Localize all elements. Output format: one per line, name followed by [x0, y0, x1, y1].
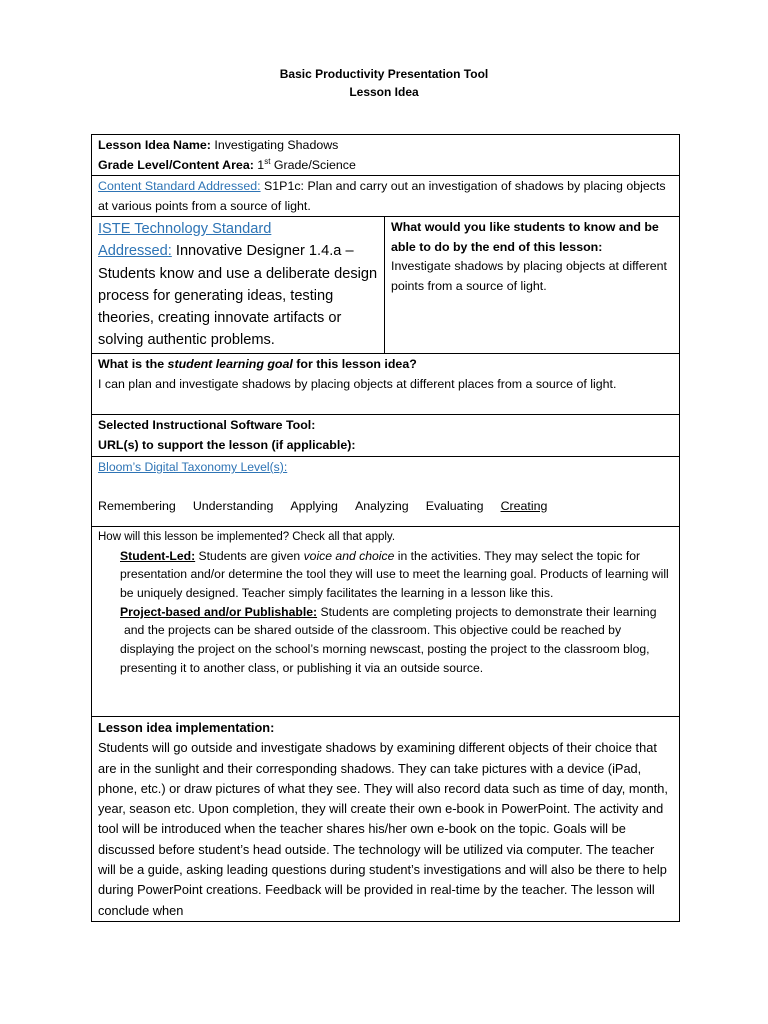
lesson-name-cell: [92, 135, 680, 176]
lesson-table: [91, 134, 680, 922]
grade-number: 1: [257, 157, 265, 172]
software-url-label: URL(s) to support the lesson (if applicable):: [98, 437, 356, 452]
implementation-check-cell: [92, 527, 680, 717]
blooms-level-selected: Creating: [500, 498, 548, 513]
blooms-level: Understanding: [192, 498, 274, 513]
know-do-answer: Investigate shadows by placing objects at different points from a source of light.: [391, 259, 667, 293]
know-do-question: What would you like students to know and be able to do by the end of this lesson:: [391, 220, 659, 254]
blooms-levels: [98, 497, 673, 519]
grade-value: Grade/Science: [273, 157, 356, 172]
iste-cell: [92, 217, 385, 354]
implementation-cell: [92, 717, 680, 922]
implementation-text: Students will go outside and investigate shadows by examining different objects of their choice that are in the sunlight and their corresponding shadows. They can take pictures with a device (iPad, phone, etc.) or draw pictures of what they see. They will also record data such as time of day, month, year, season etc. Upon completion, they will create their own e-book in PowerPoint. The activity and tool will be introduced when the teacher shares his/her own e-book on the topic. Goals will be discussed before student’s head outside. The technology will be utilized via computer. The teacher will be a guide, asking leading questions during student’s investigations and will also be there to help during PowerPoint creations. Feedback will be provided in real-time by the teacher. The lesson will conclude when: [98, 740, 668, 918]
iste-link-line1: ISTE Technology Standard: [98, 221, 272, 237]
blooms-cell: [92, 457, 680, 527]
know-do-cell: [385, 217, 680, 354]
project-based-label: Project-based and/or Publishable:: [120, 604, 318, 619]
page-subtitle: Lesson Idea: [349, 85, 419, 99]
content-standard-link[interactable]: Content Standard Addressed:: [98, 179, 261, 193]
blooms-level: Analyzing: [354, 498, 409, 513]
student-led-em: voice and choice: [303, 548, 395, 563]
project-based-first: Students are completing projects to demonstrate their learning: [320, 604, 657, 619]
iste-text: Innovative Designer 1.4.a – Students know and use a deliberate design process for generating ideas, testing theories, creating innovate artifacts or solving authentic problems.: [98, 243, 378, 349]
learning-goal-q-em: student learning goal: [167, 357, 293, 371]
implementation-check-question: How will this lesson be implemented? Check all that apply.: [98, 531, 396, 543]
student-led-pre: Students are given: [198, 548, 301, 563]
content-standard-cell: [92, 176, 680, 217]
project-based-option: [120, 603, 673, 678]
implementation-label: Lesson idea implementation:: [98, 720, 275, 735]
grade-label: Grade Level/Content Area:: [98, 157, 254, 172]
blooms-level: Remembering: [98, 498, 176, 513]
learning-goal-q-pre: What is the: [98, 357, 165, 371]
lesson-name-value: Investigating Shadows: [214, 138, 339, 152]
grade-superscript: st: [264, 156, 271, 166]
student-led-option: [120, 547, 673, 603]
learning-goal-question: [98, 355, 673, 375]
software-cell: [92, 415, 680, 457]
student-led-label: Student-Led:: [120, 548, 196, 563]
student-led-post: in the activities. They may select the topic for presentation and/or determine the tool they will use to meet the learning goal. Products of learning will be uniquely designed. Teacher simply facilitates the learning in a lesson like this.: [120, 548, 669, 600]
content-standard-text: Plan and carry out an investigation of shadows by placing objects at various points from a source of light.: [98, 179, 666, 213]
blooms-level: Applying: [290, 498, 338, 513]
learning-goal-q-post: for this lesson idea?: [296, 357, 417, 371]
learning-goal-cell: [92, 354, 680, 415]
learning-goal-answer: I can plan and investigate shadows by placing objects at different places from a source of light.: [98, 376, 617, 391]
lesson-name-label: Lesson Idea Name:: [98, 138, 211, 152]
project-based-rest: and the projects can be shared outside of the classroom. This objective could be reached by displaying the project on the school’s morning newscast, posting the project to the classroom blog, presenting it to another class, or publishing it via an outside source.: [120, 623, 650, 675]
page-title: Basic Productivity Presentation Tool: [279, 67, 489, 81]
software-tool-label: Selected Instructional Software Tool:: [98, 418, 316, 432]
blooms-level: Evaluating: [425, 498, 484, 513]
content-standard-code: S1P1c:: [264, 179, 304, 193]
blooms-link[interactable]: Bloom’s Digital Taxonomy Level(s):: [98, 460, 288, 474]
iste-link-line2: Addressed:: [98, 243, 172, 260]
